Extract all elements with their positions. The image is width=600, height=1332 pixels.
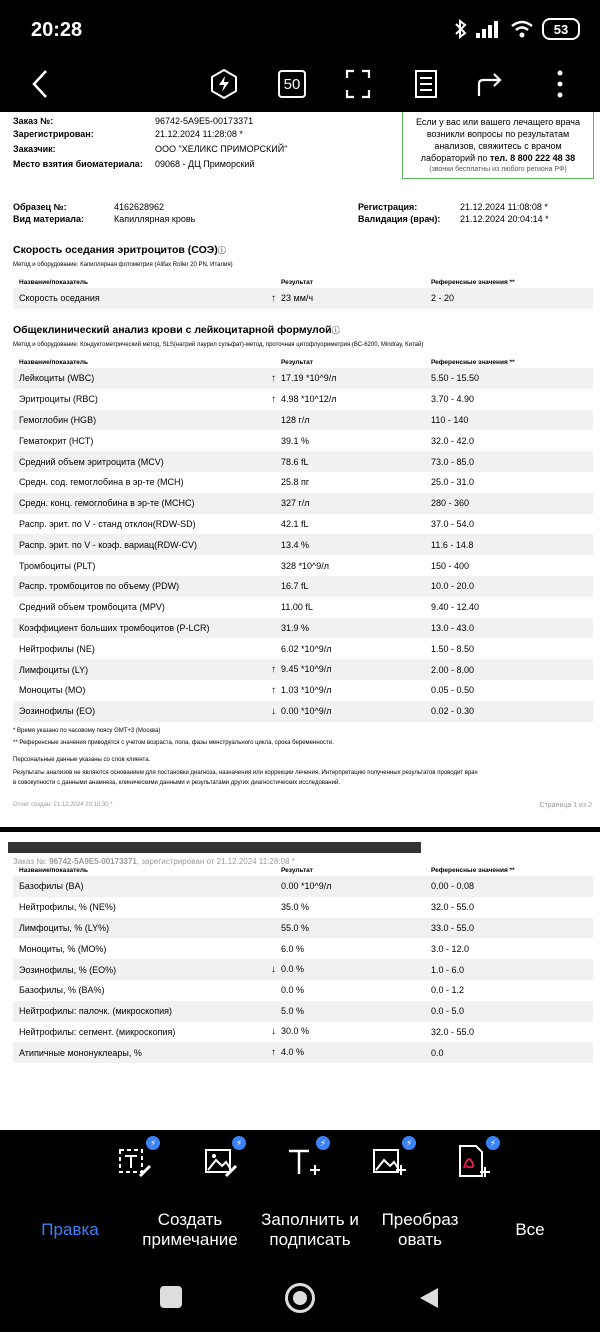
row-ref: 25.0 - 31.0 xyxy=(431,477,475,488)
customer-value: ООО "ХЕЛИКС ПРИМОРСКИЙ" xyxy=(155,144,288,154)
tab-create-note[interactable] xyxy=(130,1200,250,1260)
row-name: Базофилы (BA) xyxy=(13,876,275,897)
result-value: 11.00 fL xyxy=(281,602,313,613)
row-name: Лейкоциты (WBC) xyxy=(13,368,275,389)
row-result xyxy=(271,659,425,680)
result-value: 4.98 *10^12/л xyxy=(281,393,337,404)
row-result xyxy=(271,1022,425,1043)
row-result xyxy=(275,597,425,618)
table-row xyxy=(13,288,593,309)
table-row xyxy=(13,472,593,493)
result-value: 16.7 fL xyxy=(281,581,309,592)
info-line-4-text: лабораторий по xyxy=(420,153,490,163)
info-line-3: анализов, свяжитесь с врачом xyxy=(434,141,562,151)
row-ref: 0.0 - 5.0 xyxy=(425,1001,593,1022)
row-ref: 0.00 - 0.08 xyxy=(425,876,593,897)
footer-created: Отчет создан: 21.12.2024 20:10:30 * xyxy=(13,802,113,808)
result-value: 0.0 % xyxy=(281,964,305,975)
col-name-header: Название/показатель xyxy=(19,866,89,874)
reg-value: 21.12.2024 11:08:08 * xyxy=(460,202,548,212)
row-ref: 2 - 20 xyxy=(425,288,593,309)
page2-order-suffix: , зарегистрирован от 21.12.2024 11:28:08 * xyxy=(136,857,295,866)
row-result xyxy=(271,959,425,980)
table-row xyxy=(13,938,593,959)
flag-arrow-icon: ↓ xyxy=(271,964,276,976)
result-value: 30.0 % xyxy=(281,1026,310,1037)
info-line-5: (звонки бесплатны из любого региона РФ) xyxy=(429,166,567,173)
tab-convert-line1: Преобраз xyxy=(381,1210,459,1229)
row-result xyxy=(271,368,425,389)
row-result xyxy=(271,288,425,309)
place-label: Место взятия биоматериала: xyxy=(13,159,143,169)
note-1: * Время указано по часовому поясу GMT+3 (Москва) xyxy=(13,728,161,734)
result-value: 1.03 *10^9/л xyxy=(281,684,332,695)
pdf-add-tool[interactable] xyxy=(454,1137,498,1186)
table-row xyxy=(13,701,593,722)
lightning-badge-icon: ⚡ xyxy=(232,1136,246,1150)
col-ref-header: Референсные значения ** xyxy=(431,278,515,286)
page2-order-value: 96742-5A9E5-00173371 xyxy=(49,857,137,866)
row-ref: 0.0 - 1.2 xyxy=(431,985,465,996)
customer-label: Заказчик: xyxy=(13,144,56,154)
lightning-badge-icon: ⚡ xyxy=(486,1136,500,1150)
row-result xyxy=(275,514,425,535)
col-name-header: Название/показатель xyxy=(19,278,89,286)
row-name: Коэффициент больших тромбоцитов (P-LCR) xyxy=(13,618,275,639)
info-circle-icon: ⓘ xyxy=(217,246,226,255)
table-row xyxy=(13,430,593,451)
row-name: Эозинофилы, % (EO%) xyxy=(13,959,275,980)
row-ref: 2.00 - 8.00 xyxy=(425,659,593,680)
table-row xyxy=(13,368,593,389)
col-result-header: Результат xyxy=(281,866,313,874)
table-row xyxy=(13,534,593,555)
recent-apps-button[interactable] xyxy=(160,1286,182,1308)
tab-convert[interactable] xyxy=(370,1200,470,1260)
flag-arrow-icon: ↑ xyxy=(271,372,276,384)
order-label: Заказ №: xyxy=(13,116,54,126)
result-value: 39.1 % xyxy=(281,435,310,446)
cbc-title xyxy=(13,324,340,336)
status-icons xyxy=(454,18,580,40)
row-ref: 73.0 - 85.0 xyxy=(425,451,593,472)
home-button[interactable] xyxy=(285,1283,315,1313)
table-row xyxy=(13,1042,593,1063)
flag-arrow-icon: ↑ xyxy=(271,1047,276,1059)
fullscreen-icon xyxy=(345,69,371,99)
bottom-tabs xyxy=(0,1200,600,1260)
row-ref: 280 - 360 xyxy=(425,493,593,514)
row-name: Распр. эрит. по V - станд отклон(RDW-SD) xyxy=(19,518,196,529)
table-row xyxy=(13,1001,593,1022)
table-row xyxy=(13,410,593,431)
nav-back-button[interactable] xyxy=(418,1286,440,1315)
table-row xyxy=(13,514,593,535)
table-row xyxy=(13,876,593,897)
result-value: 23 мм/ч xyxy=(281,292,314,303)
add-image-tool[interactable] xyxy=(370,1137,414,1186)
result-value: 0.0 % xyxy=(281,985,305,996)
row-result xyxy=(275,897,425,918)
row-ref: 0.05 - 0.50 xyxy=(431,685,475,696)
table-row xyxy=(13,555,593,576)
table-header xyxy=(13,356,593,368)
info-line-2: возникли вопросы по результатам xyxy=(426,129,570,139)
battery-level: 53 xyxy=(553,21,569,37)
cbc-method: Метод и оборудование: Кондуктометрический метод, SLS(натрий лаурил сульфат)-метод, проточная цитофлуориметрия (BC-6200, Mindray, Китай) xyxy=(13,342,424,348)
result-value: 31.9 % xyxy=(281,622,310,633)
row-result xyxy=(275,618,425,639)
table-row xyxy=(13,576,593,597)
tab-fill-sign[interactable] xyxy=(250,1200,370,1260)
result-value: 328 *10^9/л xyxy=(281,560,330,571)
page2-order-prefix: Заказ №: xyxy=(13,857,50,866)
add-text-tool[interactable] xyxy=(284,1137,328,1186)
row-name: Средн. сод. гемоглобина в эр-те (MCH) xyxy=(19,477,184,488)
result-value: 6.0 % xyxy=(281,943,305,954)
row-ref: 3.0 - 12.0 xyxy=(431,943,470,954)
row-ref: 1.0 - 6.0 xyxy=(425,959,593,980)
note-5: в совокупности с данными анамнеза, клиническими данными и результатами других диагностических исследований. xyxy=(13,780,340,786)
row-name: Распр. тромбоцитов по объему (PDW) xyxy=(13,576,275,597)
result-value: 78.6 fL xyxy=(281,456,309,467)
row-ref: 37.0 - 54.0 xyxy=(431,518,475,529)
row-ref: 0.02 - 0.30 xyxy=(425,701,593,722)
row-ref: 150 - 400 xyxy=(431,560,470,571)
tab-fill-line1: Заполнить и xyxy=(261,1210,359,1229)
soe-table xyxy=(13,276,593,309)
row-ref: 32.0 - 55.0 xyxy=(431,1026,475,1037)
row-result xyxy=(275,451,425,472)
battery-icon xyxy=(542,18,580,40)
sample-label: Образец №: xyxy=(13,202,67,212)
tab-note-line2: примечание xyxy=(142,1230,238,1249)
result-value: 327 г/л xyxy=(281,498,310,509)
lightning-hexagon-icon xyxy=(208,68,240,100)
result-value: 13.4 % xyxy=(281,539,310,550)
signal-icon xyxy=(476,20,502,38)
result-value: 25.8 пг xyxy=(281,477,310,488)
row-result xyxy=(275,638,425,659)
quick-action-button[interactable] xyxy=(204,64,244,104)
home-dot-icon xyxy=(293,1291,307,1305)
cbc-table xyxy=(13,356,593,722)
flag-arrow-icon: ↑ xyxy=(271,393,276,405)
image-edit-tool[interactable] xyxy=(200,1137,244,1186)
row-name: Эозинофилы (EO) xyxy=(13,701,275,722)
row-ref: 0.0 xyxy=(425,1042,593,1063)
result-value: 55.0 % xyxy=(281,922,310,933)
row-ref: 9.40 - 12.40 xyxy=(431,602,480,613)
text-box-tool[interactable] xyxy=(114,1137,158,1186)
row-name: Атипичные мононуклеары, % xyxy=(13,1042,275,1063)
row-ref: 3.70 - 4.90 xyxy=(431,394,475,405)
registered-label: Зарегистрирован: xyxy=(13,129,94,139)
footer-page: Страница 1 из 2 xyxy=(539,802,592,809)
row-ref: 1.50 - 8.50 xyxy=(431,643,475,654)
tab-edit-label: Правка xyxy=(41,1220,99,1239)
row-result xyxy=(275,534,425,555)
row-name: Нейтрофилы: палочк. (микроскопия) xyxy=(13,1001,275,1022)
row-ref: 5.50 - 15.50 xyxy=(425,368,593,389)
result-value: 4.0 % xyxy=(281,1047,305,1058)
row-name: Нейтрофилы, % (NE%) xyxy=(19,902,116,913)
row-name: Распр. эрит. по V - коэф. вариац(RDW-CV) xyxy=(13,534,275,555)
table-row xyxy=(13,493,593,514)
row-result xyxy=(275,576,425,597)
result-value: 6.02 *10^9/л xyxy=(281,643,332,654)
document-list-icon xyxy=(414,69,438,99)
more-vertical-icon xyxy=(556,69,564,99)
tab-all-label: Все xyxy=(515,1220,545,1239)
row-result xyxy=(275,918,425,939)
row-result xyxy=(271,680,425,701)
note-3: Персональные данные указаны со слов клиента. xyxy=(13,757,151,763)
row-name: Скорость оседания xyxy=(13,288,275,309)
fullscreen-button[interactable] xyxy=(338,64,378,104)
table-row xyxy=(13,659,593,680)
bottom-tool-row xyxy=(0,1130,600,1200)
row-result xyxy=(275,555,425,576)
result-value: 128 г/л xyxy=(281,414,310,425)
reading-mode-button[interactable] xyxy=(406,64,446,104)
back-button[interactable] xyxy=(20,64,60,104)
table-header xyxy=(13,276,593,288)
row-name: Базофилы, % (BA%) xyxy=(19,985,105,996)
col-ref-header: Референсные значения ** xyxy=(431,866,515,874)
row-name: Гематокрит (HCT) xyxy=(19,435,94,446)
row-result xyxy=(275,876,425,897)
tab-edit[interactable] xyxy=(20,1200,120,1260)
soe-title xyxy=(13,244,226,256)
col-ref-header: Референсные значения ** xyxy=(431,358,515,366)
val-label: Валидация (врач): xyxy=(358,214,441,224)
flag-arrow-icon: ↓ xyxy=(271,705,276,717)
row-result xyxy=(275,410,425,431)
table-row xyxy=(13,959,593,980)
contact-info-box xyxy=(402,112,594,179)
phone-number[interactable]: тел. 8 800 222 48 38 xyxy=(490,153,576,163)
row-result xyxy=(275,1001,425,1022)
material-value: Капиллярная кровь xyxy=(114,214,196,224)
tab-convert-line2: овать xyxy=(397,1230,443,1249)
registered-value: 21.12.2024 11:28:08 * xyxy=(155,129,243,139)
tab-all[interactable] xyxy=(490,1200,570,1260)
lightning-badge-icon: ⚡ xyxy=(146,1136,160,1150)
row-result xyxy=(275,472,425,493)
col-result-header: Результат xyxy=(281,278,313,286)
table-row xyxy=(13,980,593,1001)
status-bar xyxy=(0,0,600,60)
share-icon xyxy=(477,70,507,98)
col-name-header: Название/показатель xyxy=(19,358,89,366)
info-circle-icon: ⓘ xyxy=(331,326,340,335)
material-label: Вид материала: xyxy=(13,214,84,224)
flag-arrow-icon: ↓ xyxy=(271,1026,276,1038)
table-row xyxy=(13,618,593,639)
result-value: 42.1 fL xyxy=(281,518,309,529)
row-name: Лимфоциты (LY) xyxy=(13,659,275,680)
soe-method: Метод и оборудование: Капиллярная фотометрия (Alifax Roller 20 PN, Италия) xyxy=(13,262,233,268)
soe-title-text: Скорость оседания эритроцитов (СОЭ) xyxy=(13,244,218,256)
result-value: 0.00 *10^9/л xyxy=(281,705,332,716)
info-line-1: Если у вас или вашего лечащего врача xyxy=(415,117,581,127)
row-result xyxy=(271,389,425,410)
triangle-back-icon xyxy=(418,1286,440,1310)
place-value: 09068 - ДЦ Приморский xyxy=(155,159,255,169)
table-row xyxy=(13,918,593,939)
row-name: Моноциты, % (MO%) xyxy=(19,943,107,954)
row-ref: 32.0 - 42.0 xyxy=(431,435,475,446)
result-value: 35.0 % xyxy=(281,902,310,913)
system-nav-bar xyxy=(0,1260,600,1332)
row-ref: 110 - 140 xyxy=(425,410,593,431)
reg-label: Регистрация: xyxy=(358,202,418,212)
row-ref: 13.0 - 43.0 xyxy=(425,618,593,639)
row-name: Нейтрофилы (NE) xyxy=(19,643,95,654)
document-page-1 xyxy=(0,112,600,827)
row-ref: 33.0 - 55.0 xyxy=(425,918,593,939)
flag-arrow-icon: ↑ xyxy=(271,664,276,676)
row-ref: 32.0 - 55.0 xyxy=(431,902,475,913)
row-result xyxy=(275,938,425,959)
row-name: Гемоглобин (HGB) xyxy=(13,410,275,431)
table-row xyxy=(13,389,593,410)
document-page-2 xyxy=(0,832,600,1130)
cbc-table-continued xyxy=(13,864,593,1063)
page-count-badge: 50 xyxy=(278,70,306,98)
val-value: 21.12.2024 20:04:14 * xyxy=(460,214,549,224)
row-result xyxy=(275,430,425,451)
table-header xyxy=(13,864,593,876)
col-result-header: Результат xyxy=(281,358,313,366)
tab-note-line1: Создать xyxy=(157,1210,223,1229)
table-row xyxy=(13,897,593,918)
row-name: Тромбоциты (PLT) xyxy=(19,560,96,571)
row-result xyxy=(275,493,425,514)
wifi-icon xyxy=(510,20,534,38)
note-2: ** Референсные значения приводятся с учетом возраста, пола, фазы менструального цикла, срока беременности. xyxy=(13,740,334,746)
page-count-button[interactable] xyxy=(272,64,312,104)
row-result xyxy=(271,1042,425,1063)
result-value: 17.19 *10^9/л xyxy=(281,372,337,383)
redacted-bar xyxy=(8,842,421,853)
result-value: 0.00 *10^9/л xyxy=(281,881,332,892)
row-ref: 11.6 - 14.8 xyxy=(425,534,593,555)
info-line-4 xyxy=(403,152,593,164)
row-name: Средн. конц. гемоглобина в эр-те (MCHC) xyxy=(13,493,275,514)
note-4: Результаты анализов не являются основанием для постановки диагноза, назначения или коррекции лечения. Интерпретацию полученных результатов проводит врач xyxy=(13,770,478,776)
order-value: 96742-5A9E5-00173371 xyxy=(155,116,254,126)
status-time: 20:28 xyxy=(31,19,83,41)
result-value: 5.0 % xyxy=(281,1006,305,1017)
cbc-title-text: Общеклинический анализ крови с лейкоцитарной формулой xyxy=(13,324,332,336)
row-result xyxy=(271,701,425,722)
bluetooth-icon xyxy=(454,19,468,39)
row-name: Моноциты (MO) xyxy=(19,685,86,696)
table-row xyxy=(13,597,593,618)
row-name: Средний объем тромбоцита (MPV) xyxy=(19,602,165,613)
lightning-badge-icon: ⚡ xyxy=(402,1136,416,1150)
row-name: Нейтрофилы: сегмент. (микроскопия) xyxy=(19,1026,176,1037)
top-toolbar xyxy=(0,60,600,110)
lightning-badge-icon: ⚡ xyxy=(316,1136,330,1150)
result-value: 9.45 *10^9/л xyxy=(281,664,332,675)
back-arrow-icon xyxy=(30,69,50,99)
flag-arrow-icon: ↑ xyxy=(271,684,276,696)
flag-arrow-icon: ↑ xyxy=(271,292,276,304)
more-menu-button[interactable] xyxy=(540,64,580,104)
table-row xyxy=(13,451,593,472)
table-row xyxy=(13,1022,593,1043)
table-row xyxy=(13,680,593,701)
row-name: Лимфоциты, % (LY%) xyxy=(13,918,275,939)
row-result xyxy=(275,980,425,1001)
row-ref: 10.0 - 20.0 xyxy=(425,576,593,597)
table-row xyxy=(13,638,593,659)
row-name: Средний объем эритроцита (MCV) xyxy=(13,451,275,472)
sample-value: 4162628962 xyxy=(114,202,165,212)
tab-fill-line2: подписать xyxy=(269,1230,351,1249)
share-button[interactable] xyxy=(472,64,512,104)
row-name: Эритроциты (RBC) xyxy=(19,394,98,405)
